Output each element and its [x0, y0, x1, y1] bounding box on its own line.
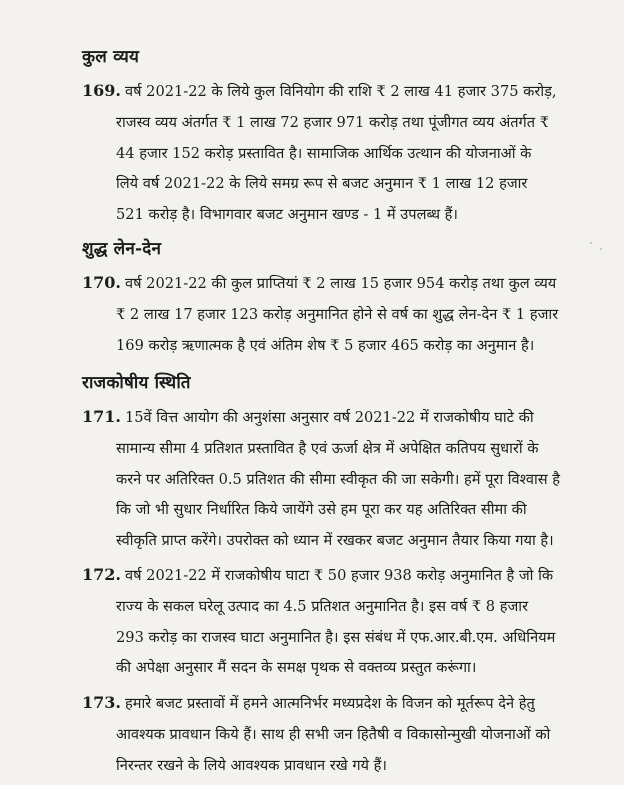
- text-line: राजस्व व्यय अंतर्गत ₹ 1 लाख 72 हजार 971 करोड़ तथा पूंजीगत व्यय अंतर्गत ₹: [116, 113, 549, 131]
- text-line: हमारे बजट प्रस्तावों में हमने आत्मनिर्भर मध्यप्रदेश के विजन को मूर्तरूप देने हेतु: [124, 695, 535, 712]
- text-line: वर्ष 2021-22 की कुल प्राप्तियां ₹ 2 लाख 15 हजार 954 करोड़ तथा कुल व्यय: [124, 275, 557, 292]
- text-line: राज्य के सकल घरेलू उत्पाद का 4.5 प्रतिशत अनुमानित है। इस वर्ष ₹ 8 हजार: [116, 597, 529, 615]
- text-line: 169 करोड़ ऋणात्मक है एवं अंतिम शेष ₹ 5 हजार 465 करोड़ का अनुमान है।: [116, 336, 535, 354]
- text-line: लिये वर्ष 2021-22 के लिये समग्र रूप से बजट अनुमान ₹ 1 लाख 12 हजार: [116, 175, 528, 193]
- text-line: 521 करोड़ है। विभागवार बजट अनुमान खण्ड - 1 में उपलब्ध हैं।: [116, 206, 458, 224]
- paragraph-number: 172.: [82, 565, 121, 584]
- text-line: 44 हजार 152 करोड़ प्रस्तावित है। सामाजिक आर्थिक उत्थान की योजनाओं के: [116, 144, 532, 162]
- text-line: आवश्यक प्रावधान किये हैं। साथ ही सभी जन हितैषी व विकासोन्मुखी योजनाओं को: [116, 725, 551, 743]
- text-line: स्वीकृति प्राप्त करेंगे। उपरोक्त को ध्यान में रखकर बजट अनुमान तैयार किया गया है।: [116, 532, 554, 550]
- paragraph-number: 169.: [82, 81, 121, 100]
- paragraph-number: 173.: [82, 693, 121, 712]
- text-line: ₹ 2 लाख 17 हजार 123 करोड़ अनुमानित होने से वर्ष का शुद्ध लेन-देन ₹ 1 हजार: [116, 305, 559, 323]
- paragraph-171: [82, 402, 586, 557]
- scan-speck: [600, 248, 602, 250]
- paragraph-170: [82, 268, 586, 361]
- paragraph-number: 171.: [82, 407, 121, 426]
- text-line: करने पर अतिरिक्त 0.5 प्रतिशत की सीमा स्वीकृत की जा सकेगी। हमें पूरा विश्वास है: [116, 470, 561, 488]
- text-line: निरन्तर रखने के लिये आवश्यक प्रावधान रखे गये हैं।: [116, 756, 387, 774]
- text-line: 15वें वित्त आयोग की अनुशंसा अनुसार वर्ष 2021-22 में राजकोषीय घाटे की: [124, 409, 534, 426]
- text-line: 293 करोड़ का राजस्व घाटा अनुमानित है। इस संबंध में एफ.आर.बी.एम. अधिनियम: [116, 628, 556, 646]
- paragraph-173: [82, 688, 586, 781]
- heading-net-transaction: शुद्ध लेन-देन: [82, 239, 162, 259]
- text-line: कि जो भी सुधार निर्धारित किये जायेंगे उसे हम पूरा कर यह अतिरिक्त सीमा की: [116, 501, 527, 519]
- text-line: सामान्य सीमा 4 प्रतिशत प्रस्तावित है एवं ऊर्जा क्षेत्र में अपेक्षित कतिपय सुधारों के: [116, 439, 539, 457]
- paragraph-number: 170.: [82, 273, 121, 292]
- scan-speck: [590, 242, 592, 244]
- text-line: वर्ष 2021-22 के लिये कुल विनियोग की राशि ₹ 2 लाख 41 हजार 375 करोड़,: [124, 83, 557, 100]
- text-line: की अपेक्षा अनुसार मैं सदन के समक्ष पृथक से वक्तव्य प्रस्तुत करूंगा।: [116, 659, 477, 677]
- heading-fiscal-position: राजकोषीय स्थिति: [82, 373, 191, 393]
- paragraph-169: [82, 76, 586, 231]
- paragraph-172: [82, 560, 586, 684]
- heading-total-expenditure: कुल व्यय: [82, 47, 140, 67]
- text-line: वर्ष 2021-22 में राजकोषीय घाटा ₹ 50 हजार 938 करोड़ अनुमानित है जो कि: [124, 567, 554, 584]
